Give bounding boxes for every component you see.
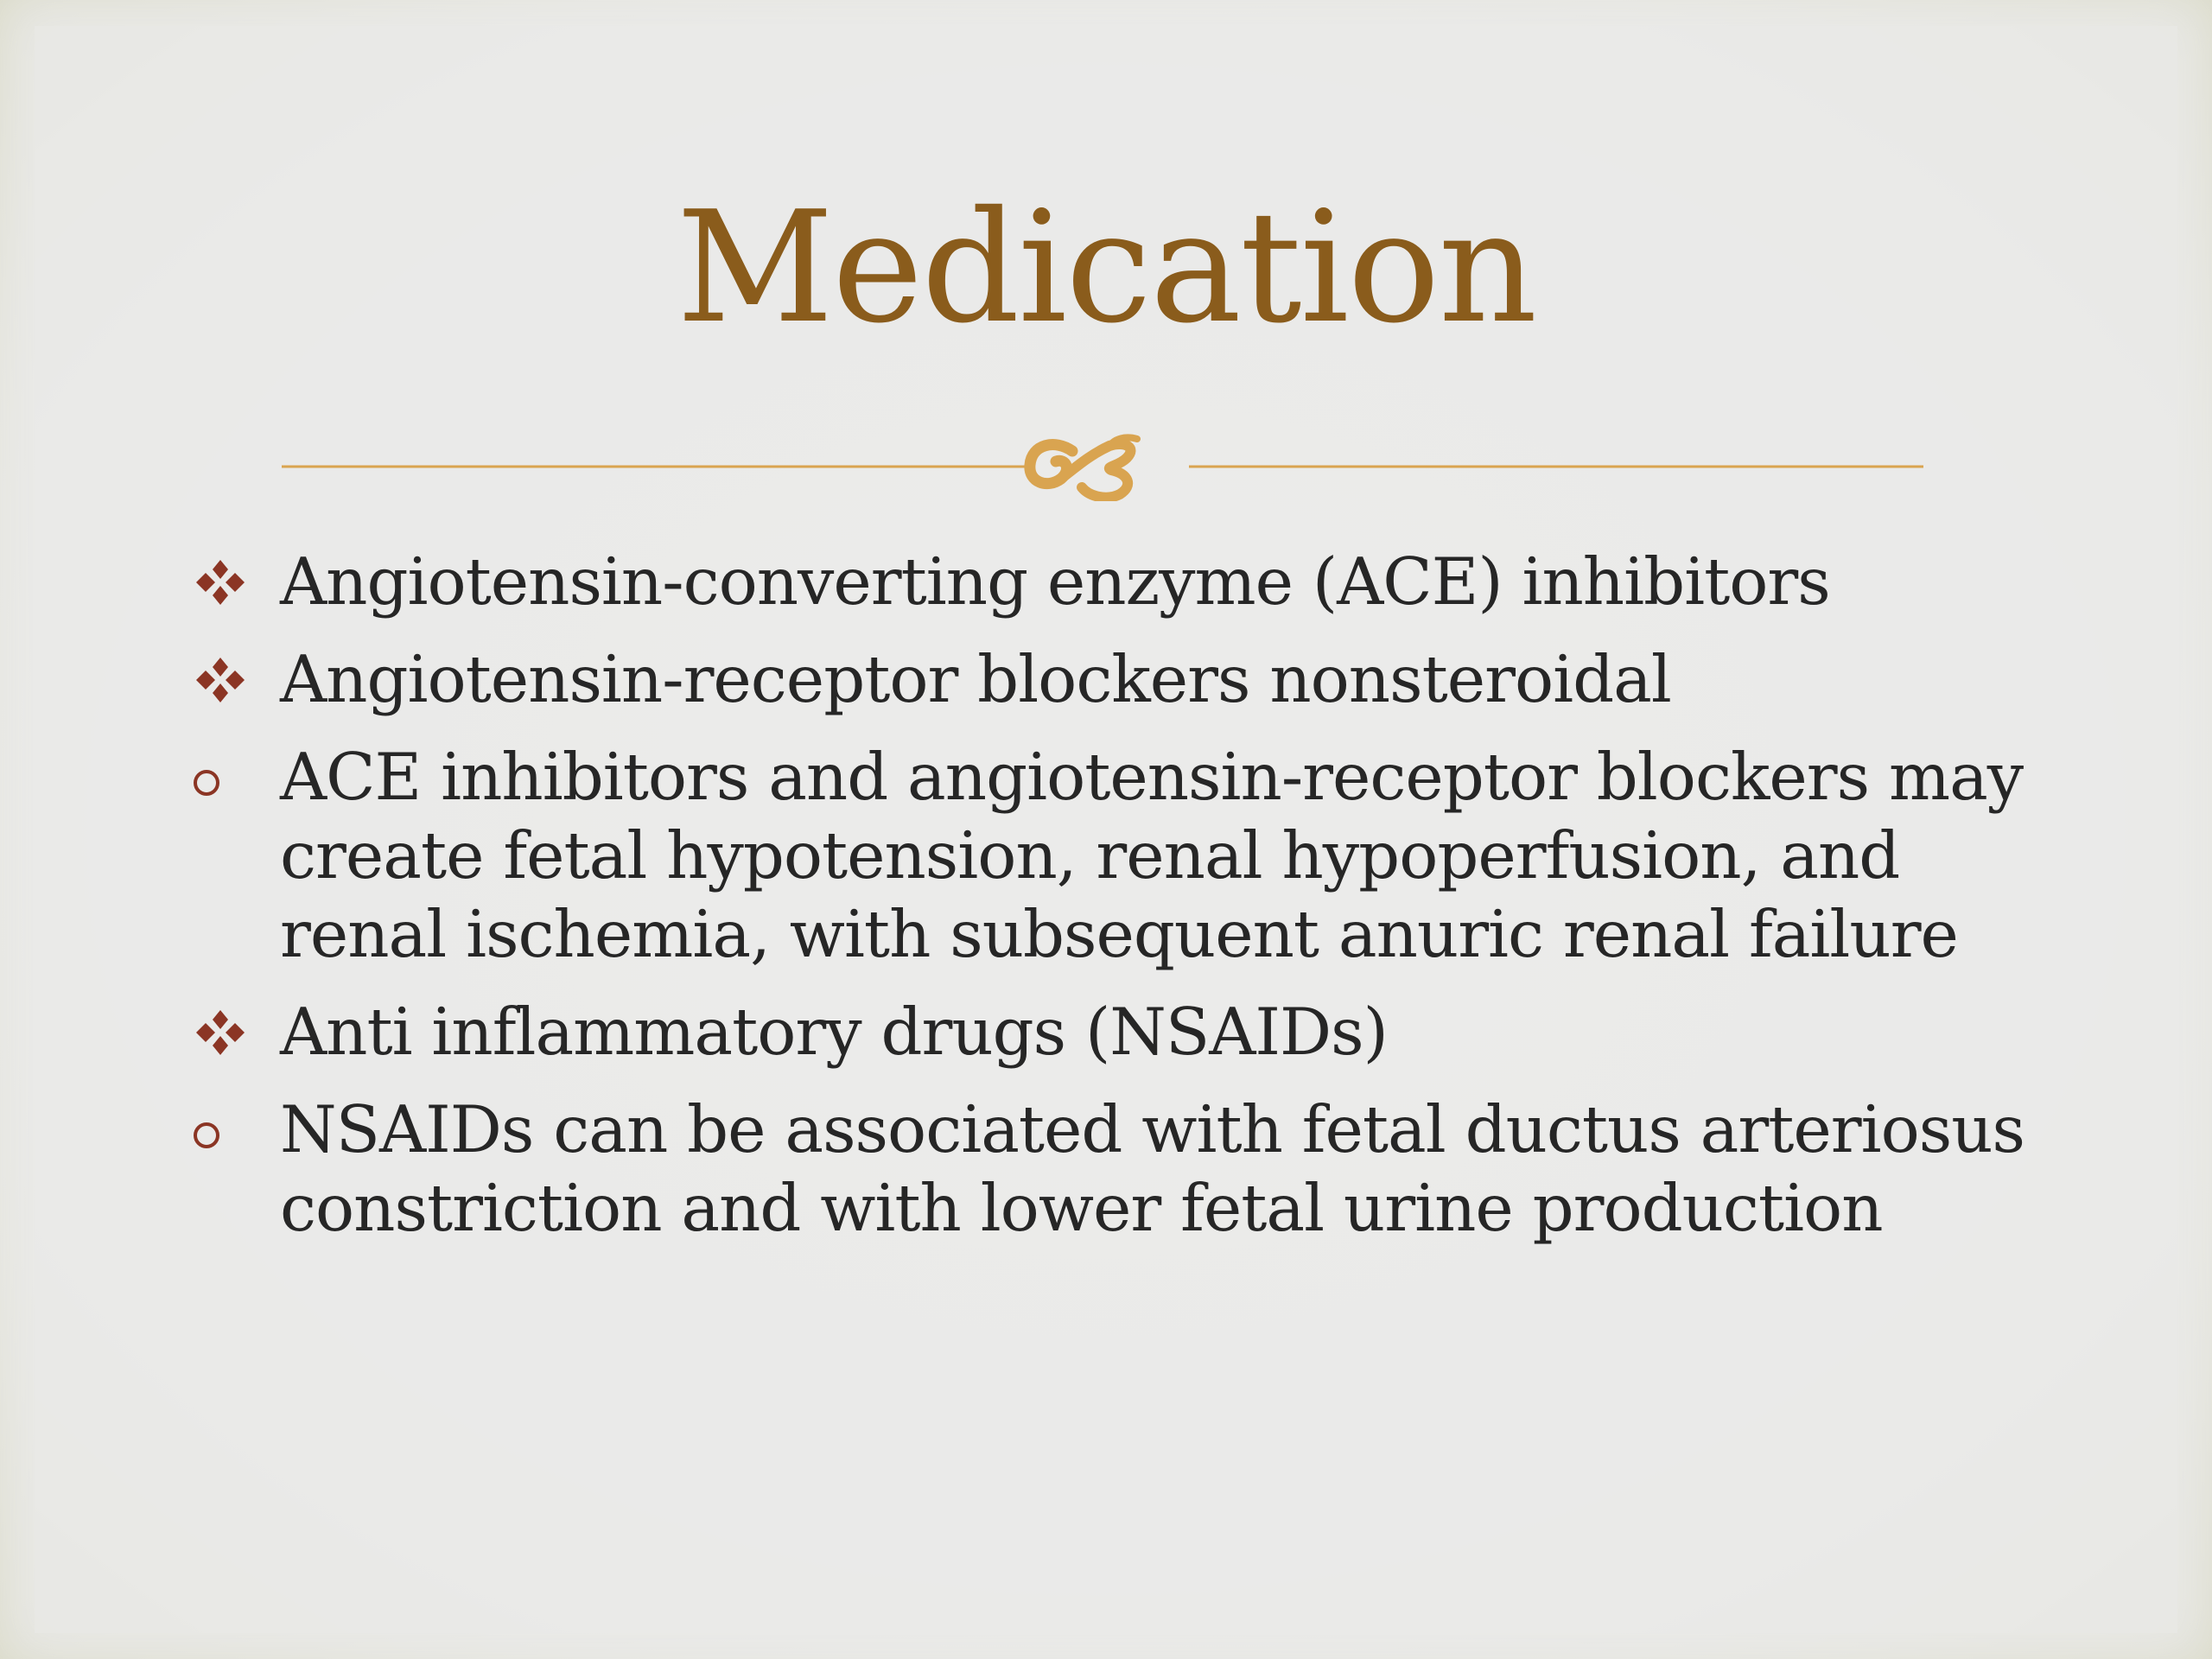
hollow-circle-bullet-icon	[194, 770, 219, 796]
four-diamond-bullet-icon	[190, 993, 251, 1071]
flourish-ornament-icon	[1030, 437, 1137, 497]
four-diamond-bullet-icon	[190, 640, 251, 719]
divider-ornament	[282, 432, 1923, 501]
list-item	[190, 738, 2039, 974]
slide-title: Medication	[676, 178, 1536, 357]
list-item-text: Angiotensin-converting enzyme (ACE) inhibitors	[280, 543, 1830, 620]
bullet-list	[190, 543, 2039, 1267]
list-item-text: Angiotensin-receptor blockers nonsteroidal	[280, 641, 1671, 717]
list-item-text: ACE inhibitors and angiotensin-receptor blockers may create fetal hypotension, renal hypoperfusion, and renal ischemia, with subsequent anuric renal failure	[280, 739, 2024, 972]
hollow-circle-bullet-icon	[194, 1122, 219, 1148]
four-diamond-bullet-icon	[190, 543, 251, 621]
list-item	[190, 543, 2039, 621]
list-item	[190, 640, 2039, 719]
list-item-text: NSAIDs can be associated with fetal ductus arteriosus constriction and with lower fetal urine production	[280, 1091, 2025, 1246]
list-item-text: Anti inflammatory drugs (NSAIDs)	[280, 994, 1388, 1070]
list-item	[190, 993, 2039, 1071]
list-item	[190, 1090, 2039, 1248]
